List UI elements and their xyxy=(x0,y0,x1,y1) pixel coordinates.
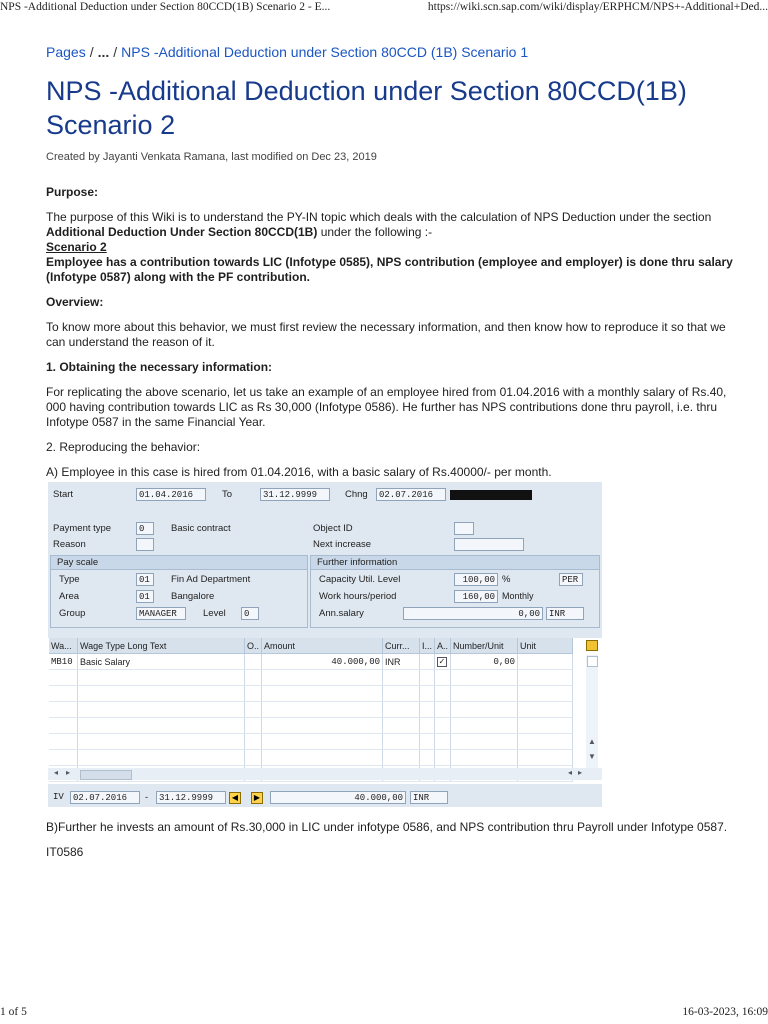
it0586-label: IT0586 xyxy=(46,845,84,859)
change-date-field[interactable]: 02.07.2016 xyxy=(376,488,446,501)
level-label: Level xyxy=(203,608,226,619)
horizontal-scrollbar[interactable] xyxy=(48,768,602,780)
ann-salary-field[interactable]: 0,00 xyxy=(403,607,543,620)
table-header-row xyxy=(49,638,573,654)
page-title xyxy=(46,74,736,142)
iv-from-field[interactable]: 02.07.2016 xyxy=(70,791,140,804)
work-hours-field[interactable]: 160,00 xyxy=(454,590,498,603)
purpose-text-a: The purpose of this Wiki is to understand the PY-IN topic which deals with the calculation of NPS Deduction under the section xyxy=(46,210,712,224)
scroll-down-icon[interactable]: ▼ xyxy=(588,752,596,761)
end-date-field[interactable]: 31.12.9999 xyxy=(260,488,330,501)
section1-heading: 1. Obtaining the necessary information: xyxy=(46,360,273,374)
scroll-left-icon[interactable]: ◂ xyxy=(54,768,59,777)
print-title: NPS -Additional Deduction under Section 80CCD(1B) Scenario 2 - E... xyxy=(0,1,331,13)
print-footer xyxy=(0,1006,768,1024)
step-b-text: B)Further he invests an amount of Rs.30,000 in LIC under infotype 0586, and NPS contribution thru Payroll under Infotype 0587. xyxy=(46,820,728,834)
group-field[interactable]: MANAGER xyxy=(136,607,186,620)
step-b-section xyxy=(46,820,736,860)
page-title-line1: NPS -Additional Deduction under Section 80CCD(1B) xyxy=(46,76,687,106)
capacity-field[interactable]: 100,00 xyxy=(454,573,498,586)
purpose-text xyxy=(46,210,736,240)
next-increase-label: Next increase xyxy=(313,539,372,550)
purpose-section xyxy=(46,185,736,285)
breadcrumb-parent-link[interactable]: NPS -Additional Deduction under Section 80CCD (1B) Scenario 1 xyxy=(121,44,529,60)
col-unit[interactable]: Unit xyxy=(518,638,573,654)
scroll-up-icon[interactable]: ▲ xyxy=(588,737,596,746)
wiki-content xyxy=(46,44,736,480)
col-long-text[interactable]: Wage Type Long Text xyxy=(78,638,245,654)
further-info-heading: Further information xyxy=(311,556,599,570)
iv-currency-field[interactable]: INR xyxy=(410,791,448,804)
row-number[interactable]: 0,00 xyxy=(451,654,518,670)
col-indicator[interactable]: I... xyxy=(420,638,435,654)
capacity-label: Capacity Util. Level xyxy=(319,574,401,585)
table-row[interactable] xyxy=(49,654,573,670)
ann-salary-currency-field[interactable]: INR xyxy=(546,607,584,620)
hscroll-thumb[interactable] xyxy=(80,770,132,780)
chng-label: Chng xyxy=(345,489,368,500)
purpose-heading: Purpose: xyxy=(46,185,99,199)
iv-amount-field[interactable]: 40.000,00 xyxy=(270,791,406,804)
group-label: Group xyxy=(59,608,86,619)
row-currency[interactable]: INR xyxy=(383,654,420,670)
reason-field[interactable] xyxy=(136,538,154,551)
overview-text: To know more about this behavior, we must first review the necessary information, and then know how to reproduce it so that we can understand the reason of it. xyxy=(46,320,726,349)
ann-salary-label: Ann.salary xyxy=(319,608,364,619)
scroll-thumb[interactable] xyxy=(587,656,598,667)
type-label: Type xyxy=(59,574,80,585)
scroll-right-icon[interactable]: ▸ xyxy=(66,768,71,777)
step-a-text: A) Employee in this case is hired from 01.04.2016, with a basic salary of Rs.40000/- per month. xyxy=(46,465,552,479)
level-field[interactable]: 0 xyxy=(241,607,259,620)
overview-section xyxy=(46,295,736,350)
scroll-left-icon[interactable]: ◂ xyxy=(567,768,572,777)
capacity-per-field[interactable]: PER xyxy=(559,573,583,586)
start-date-field[interactable]: 01.04.2016 xyxy=(136,488,206,501)
wage-type-table xyxy=(48,638,602,784)
object-id-label: Object ID xyxy=(313,523,353,534)
print-url[interactable]: https://wiki.scn.sap.com/wiki/display/ERPHCM/NPS+-Additional+Ded... xyxy=(427,1,768,13)
redacted-user xyxy=(450,490,532,500)
breadcrumb xyxy=(46,44,736,64)
col-operation[interactable]: O.. xyxy=(245,638,262,654)
sap-basic-pay-screen xyxy=(48,482,602,807)
col-wage-type[interactable]: Wa... xyxy=(49,638,78,654)
page-meta: Created by Jayanti Venkata Ramana, last modified on Dec 23, 2019 xyxy=(46,151,377,163)
type-text: Fin Ad Department xyxy=(171,574,251,585)
payment-type-label: Payment type xyxy=(53,523,112,534)
vertical-scrollbar[interactable] xyxy=(586,655,598,768)
table-row[interactable] xyxy=(49,670,573,686)
breadcrumb-separator: / xyxy=(113,44,118,60)
row-operation[interactable] xyxy=(245,654,262,670)
table-settings-icon[interactable] xyxy=(586,640,598,651)
pay-scale-heading: Pay scale xyxy=(51,556,307,570)
iv-dash: - xyxy=(145,792,149,803)
scenario-label: Scenario 2 xyxy=(46,240,107,254)
previous-period-button[interactable]: ◀ xyxy=(229,792,241,804)
row-indicator[interactable] xyxy=(420,654,435,670)
work-hours-label: Work hours/period xyxy=(319,591,397,602)
assign-checkbox[interactable]: ✓ xyxy=(438,657,446,666)
table-row[interactable] xyxy=(49,686,573,702)
start-label: Start xyxy=(53,489,74,500)
breadcrumb-ellipsis[interactable]: ... xyxy=(97,44,110,60)
row-amount[interactable]: 40.000,00 xyxy=(262,654,383,670)
print-header xyxy=(0,0,768,16)
section1 xyxy=(46,360,736,430)
col-currency[interactable]: Curr... xyxy=(383,638,420,654)
type-field[interactable]: 01 xyxy=(136,573,154,586)
object-id-field[interactable] xyxy=(454,522,474,535)
print-datetime: 16-03-2023, 16:09 xyxy=(682,1006,768,1018)
row-assign-cell[interactable] xyxy=(435,654,451,670)
breadcrumb-separator: / xyxy=(89,44,94,60)
page-title-line2: Scenario 2 xyxy=(46,110,176,140)
table-row[interactable] xyxy=(49,734,573,750)
section1-text: For replicating the above scenario, let us take an example of an employee hired from 01.04.2016 with a monthly salary of Rs.40, 000 having contribution towards LIC as Rs 30,000 (Infotype 0586). He further has NPS contributions done thru payroll, i.e. thru Infotype 0587 in the same Financial Year. xyxy=(46,385,727,429)
row-unit[interactable] xyxy=(518,654,573,670)
purpose-text-b: under the following :- xyxy=(317,225,433,239)
col-number[interactable]: Number/Unit xyxy=(451,638,518,654)
scenario-text: Employee has a contribution towards LIC (Infotype 0585), NPS contribution (employee and employer) is done thru salary (Infotype 0587) along with the PF contribution. xyxy=(46,255,733,284)
scroll-right-icon[interactable]: ▸ xyxy=(577,768,582,777)
capacity-unit: % xyxy=(502,574,511,585)
iv-to-field[interactable]: 31.12.9999 xyxy=(156,791,226,804)
area-label: Area xyxy=(59,591,80,602)
area-text: Bangalore xyxy=(171,591,215,602)
row-long-text[interactable]: Basic Salary xyxy=(78,654,245,670)
iv-label: IV xyxy=(53,792,64,802)
breadcrumb-pages[interactable]: Pages xyxy=(46,44,86,60)
table-row[interactable] xyxy=(49,702,573,718)
purpose-text-bold: Additional Deduction Under Section 80CCD(1B) xyxy=(46,225,318,239)
section2 xyxy=(46,440,736,480)
work-hours-unit: Monthly xyxy=(502,591,534,601)
col-assign[interactable]: A.. xyxy=(435,638,451,654)
payment-type-field[interactable]: 0 xyxy=(136,522,154,535)
area-field[interactable]: 01 xyxy=(136,590,154,603)
next-period-button[interactable]: ▶ xyxy=(251,792,263,804)
table-row[interactable] xyxy=(49,718,573,734)
to-label: To xyxy=(222,489,233,500)
overview-heading: Overview: xyxy=(46,295,104,309)
reason-label: Reason xyxy=(53,539,86,550)
section2-heading: 2. Reproducing the behavior: xyxy=(46,440,201,454)
page-number: 1 of 5 xyxy=(0,1006,27,1018)
next-increase-field[interactable] xyxy=(454,538,524,551)
table-row[interactable] xyxy=(49,750,573,766)
row-wage-type[interactable]: MB10 xyxy=(49,654,78,670)
payment-type-text: Basic contract xyxy=(171,523,231,534)
col-amount[interactable]: Amount xyxy=(262,638,383,654)
